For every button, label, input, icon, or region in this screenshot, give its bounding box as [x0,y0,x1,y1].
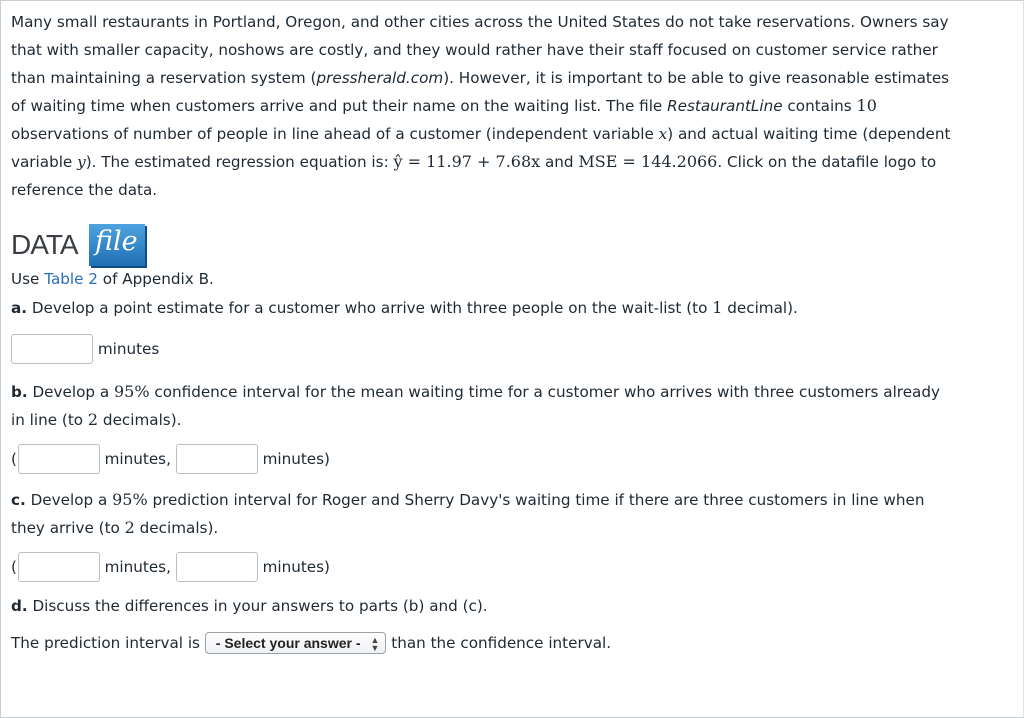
intro-paragraph [11,8,1015,204]
part-c-text-3b: decimals). [134,519,219,537]
part-a-decimals: 1 [712,298,723,317]
appendix-pre: Use [11,270,45,288]
part-b-answer-row [11,444,330,474]
part-c-percent: 95% [112,490,148,509]
intro-line-6d: . Click on the datafile logo to [717,153,937,171]
part-c-text-2: prediction interval for Roger and Sherry Davy's waiting time if there are three customers in line when [147,491,925,509]
intro-line-6b: ). The estimated regression equation is: [85,153,394,171]
source-citation: pressherald.com [316,69,444,87]
intro-line-3a: than maintaining a reservation system ( [11,69,317,87]
part-c-label: c. [11,491,26,509]
part-b-decimals: 2 [87,410,99,429]
part-c-text-3a: they arrive (to [11,519,125,537]
part-b-text-2: confidence interval for the mean waiting time for a customer who arrives with three customers already [149,383,940,401]
dependent-variable: y [77,153,86,171]
part-b-text-1: Develop a [27,383,114,401]
datafile-name: RestaurantLine [667,97,783,115]
part-b-open-paren: ( [11,450,17,468]
point-estimate-input[interactable] [11,334,93,364]
part-b-text-3b: decimals). [98,411,182,429]
part-b-unit-1: minutes, [104,450,171,468]
comparison-select[interactable] [205,632,387,654]
intro-line-4: of waiting time when customers arrive and put their name on the waiting list. The file [11,97,668,115]
part-a-label: a. [11,299,28,317]
part-c-answer-row [11,552,330,582]
prediction-lower-input[interactable] [18,552,100,582]
table-2-link[interactable]: Table 2 [44,270,98,288]
part-d-answer-row [11,632,611,654]
select-arrows-icon: ▲ ▼ [370,635,380,654]
part-a-question [11,298,798,317]
part-d-answer-post: than the confidence interval. [386,634,612,652]
part-b-unit-2: minutes) [262,450,330,468]
part-c-question [11,486,1011,542]
part-a-answer-row [11,334,159,364]
intro-line-6a: variable [11,153,78,171]
part-c-unit-1: minutes, [104,558,171,576]
observation-count: 10 [856,96,877,115]
part-d-question [11,597,488,615]
intro-line-1: Many small restaurants in Portland, Oregon, and other cities across the United States do not take reservations. Owners say [11,13,949,31]
part-d-text: Discuss the differences in your answers to parts (b) and (c). [27,597,488,615]
independent-variable: x [658,125,668,143]
mse-value: MSE = 144.2066 [578,152,718,171]
part-c-decimals: 2 [124,518,135,537]
part-b-question [11,378,1011,434]
part-c-unit-2: minutes) [262,558,330,576]
part-a-text-1: Develop a point estimate for a customer who arrive with three people on the wait-list (to [27,299,713,317]
question-content [11,8,1015,654]
part-c-text-1: Develop a [25,491,113,509]
intro-line-5b: ) and actual waiting time (dependent [667,125,951,143]
confidence-lower-input[interactable] [18,444,100,474]
confidence-upper-input[interactable] [176,444,258,474]
intro-line-6c: and [540,153,579,171]
prediction-upper-input[interactable] [176,552,258,582]
part-c-open-paren: ( [11,558,17,576]
part-a-text-2: decimal). [722,299,798,317]
intro-line-2: that with smaller capacity, noshows are costly, and they would rather have their staff focused on customer service rather [11,41,938,59]
appendix-post: of Appendix B. [97,270,214,288]
part-d-label: d. [11,597,28,615]
part-a-unit: minutes [97,340,160,358]
appendix-line [11,270,214,288]
intro-line-5a: observations of number of people in line ahead of a customer (independent variable [11,125,659,143]
datafile-logo-data-text: DATA [11,229,78,260]
part-d-answer-pre: The prediction interval is [11,634,205,652]
part-b-label: b. [11,383,28,401]
intro-line-3b: ). However, it is important to be able to give reasonable estimates [443,69,950,87]
regression-equation: ŷ = 11.97 + 7.68x [393,152,541,171]
part-b-text-3a: in line (to [11,411,88,429]
part-b-percent: 95% [113,382,150,401]
datafile-logo[interactable] [11,218,151,270]
intro-line-7: reference the data. [11,181,158,199]
comparison-select-value: - Select your answer - [215,635,361,651]
datafile-logo-file-text: file [95,226,138,257]
intro-line-4b: contains [782,97,857,115]
